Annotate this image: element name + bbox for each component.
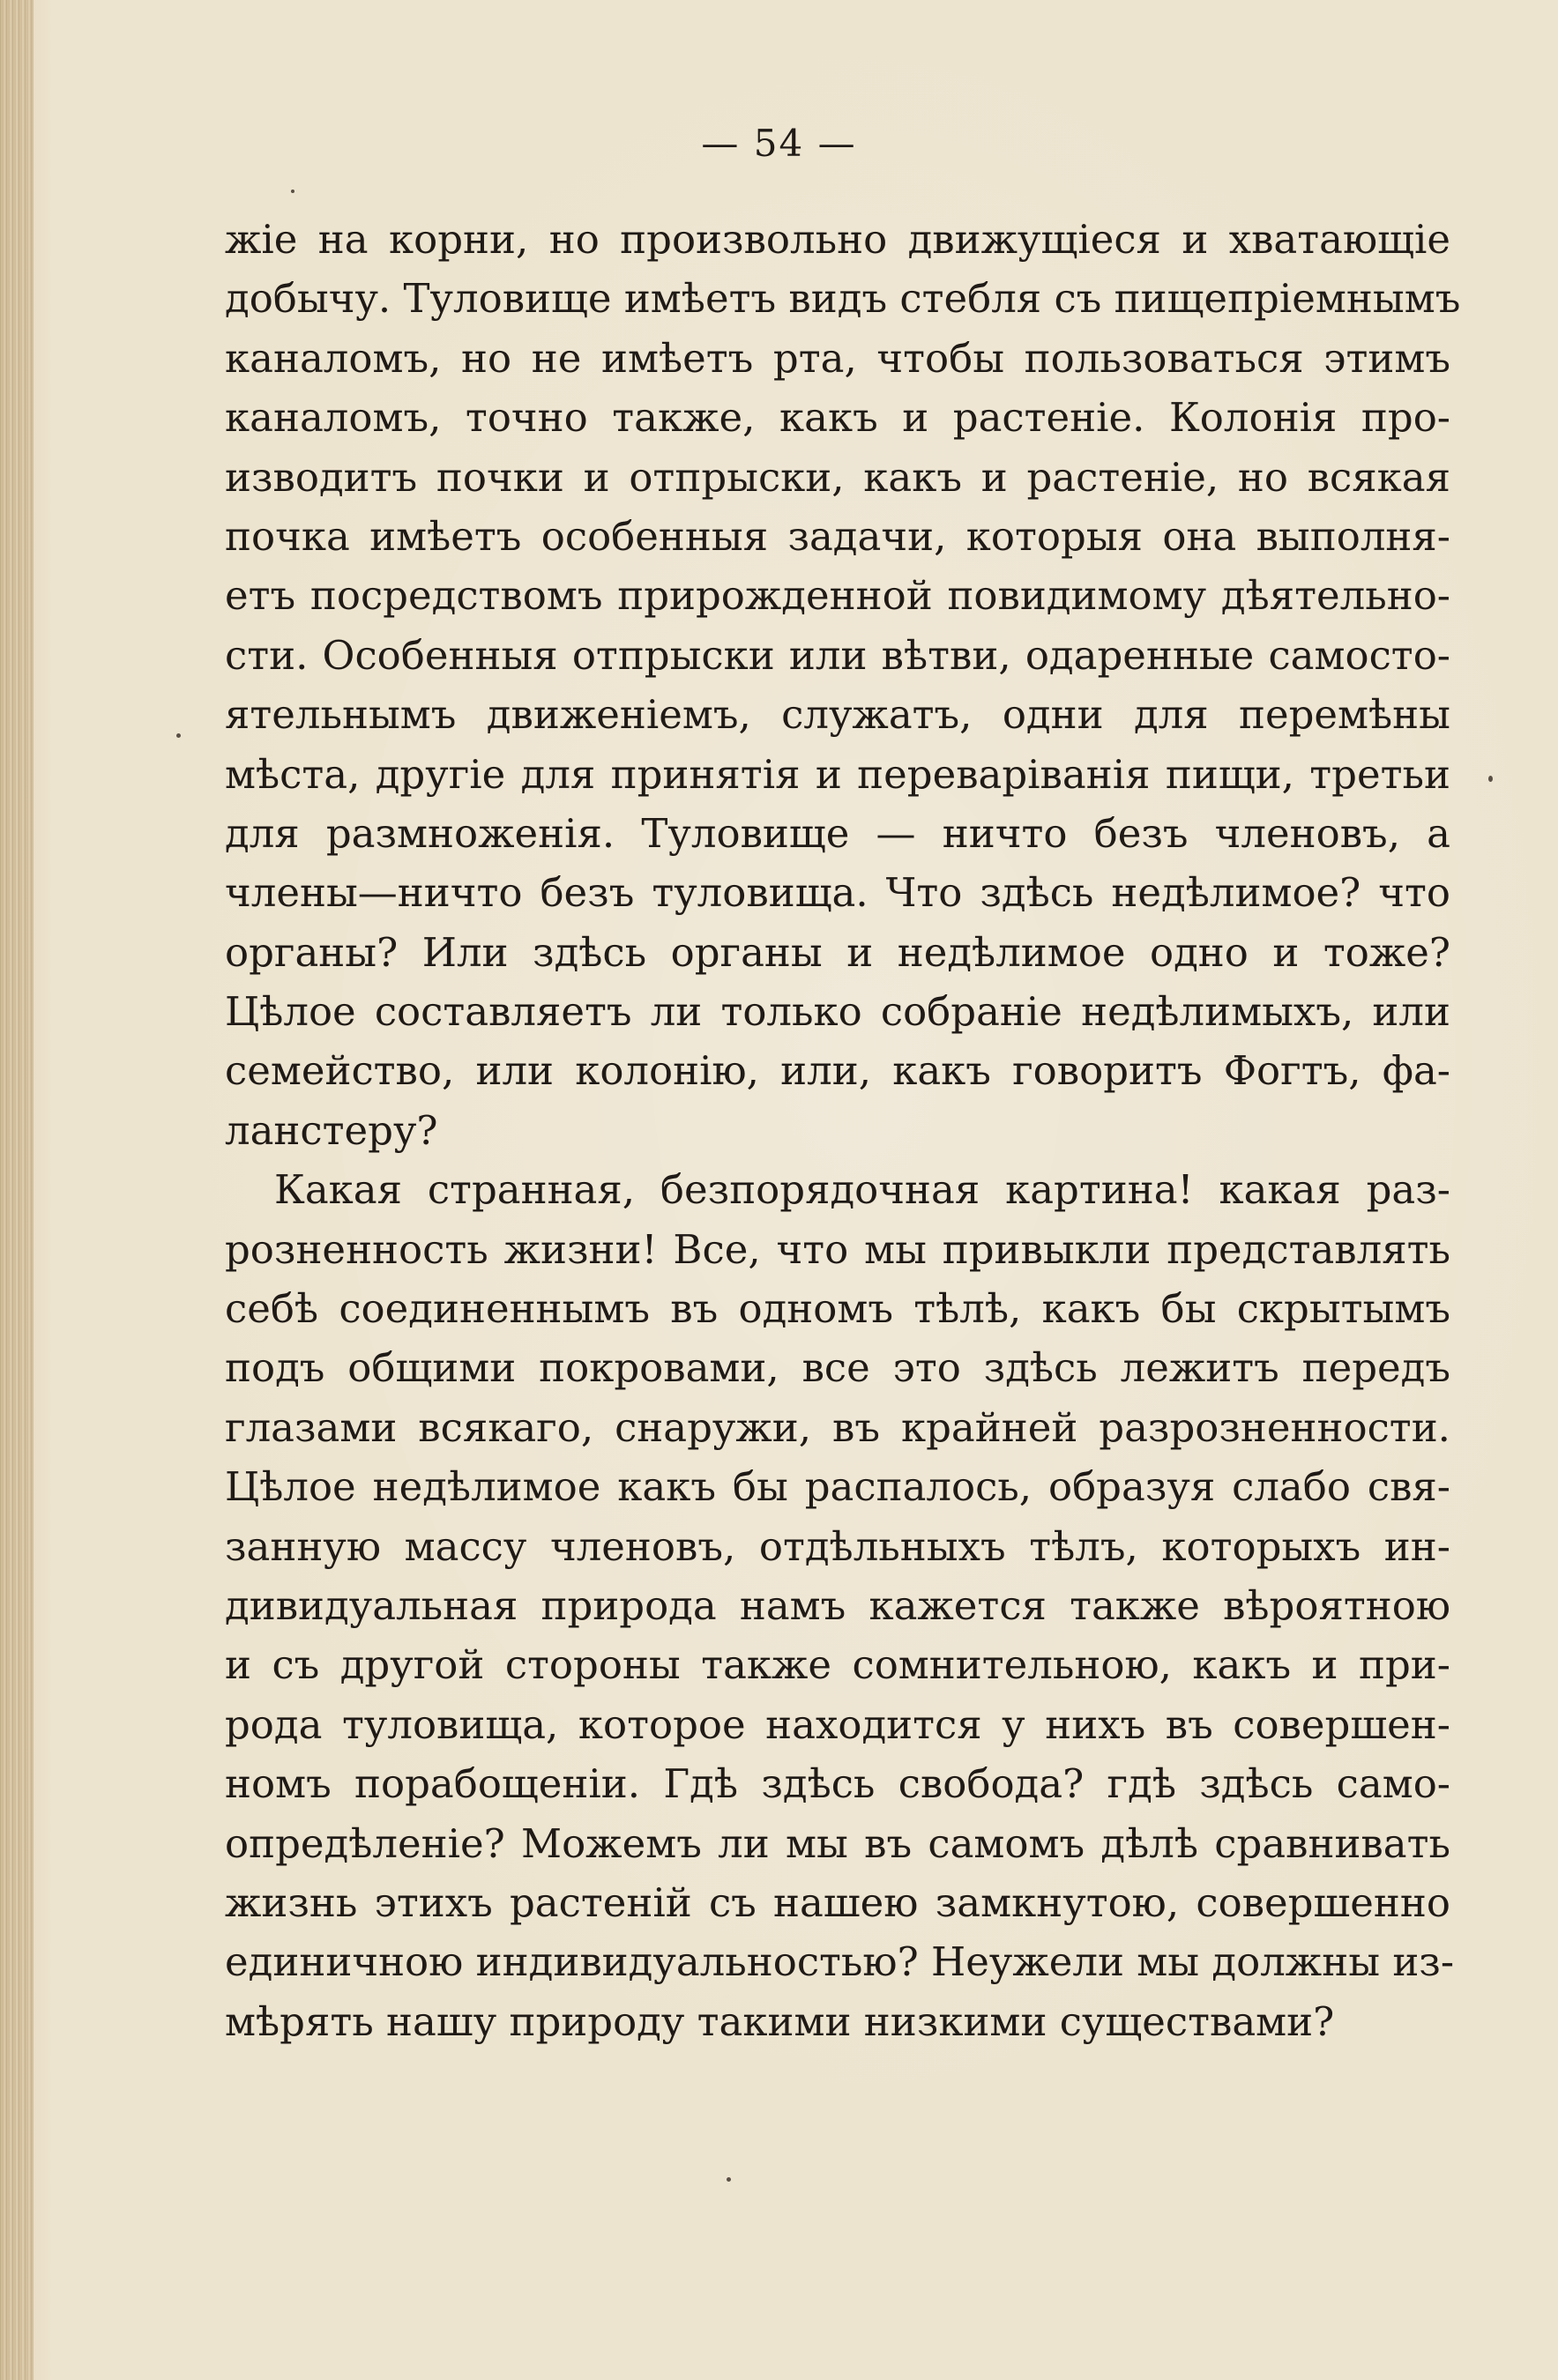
text-line: ланстеру? bbox=[225, 1106, 438, 1154]
text-line: подъ общими покровами, все это здѣсь лежитъ передъ bbox=[225, 1344, 1450, 1392]
text-line: жіе на корни, но произвольно движущіеся и хватающіе bbox=[225, 216, 1450, 263]
text-line: каналомъ, но не имѣетъ рта, чтобы пользоваться этимъ bbox=[225, 334, 1450, 382]
text-line: почка имѣетъ особенныя задачи, которыя она выполня- bbox=[225, 512, 1450, 560]
text-line: занную массу членовъ, отдѣльныхъ тѣлъ, которыхъ ин- bbox=[225, 1522, 1450, 1570]
ink-speck bbox=[291, 190, 294, 193]
text-line: Цѣлое составляетъ ли только собраніе недѣлимыхъ, или bbox=[225, 988, 1450, 1036]
text-line: мѣрять нашу природу такими низкими существами? bbox=[225, 1997, 1335, 2045]
text-line: дивидуальная природа намъ кажется также вѣроятною bbox=[225, 1581, 1450, 1629]
text-line: розненность жизни! Все, что мы привыкли представлять bbox=[225, 1225, 1450, 1273]
text-line: Какая странная, безпорядочная картина! какая раз- bbox=[274, 1166, 1450, 1214]
text-line: органы? Или здѣсь органы и недѣлимое одно и тоже? bbox=[225, 928, 1450, 976]
text-line: для размноженія. Туловище — ничто безъ членовъ, а bbox=[225, 809, 1450, 857]
text-line: номъ порабощеніи. Гдѣ здѣсь свобода? гдѣ здѣсь само- bbox=[225, 1760, 1450, 1808]
text-line: опредѣленіе? Можемъ ли мы въ самомъ дѣлѣ сравнивать bbox=[225, 1819, 1450, 1867]
text-line: мѣста, другіе для принятія и переваріванія пищи, третьи bbox=[225, 750, 1450, 798]
text-line: сти. Особенныя отпрыски или вѣтви, одаренные самосто- bbox=[225, 631, 1450, 679]
text-line: Цѣлое недѣлимое какъ бы распалось, образуя слабо свя- bbox=[225, 1463, 1450, 1511]
text-line: изводитъ почки и отпрыски, какъ и растеніе, но всякая bbox=[225, 453, 1450, 501]
text-line: жизнь этихъ растеній съ нашею замкнутою, совершенно bbox=[225, 1878, 1450, 1926]
text-line: члены—ничто безъ туловища. Что здѣсь недѣлимое? что bbox=[225, 869, 1450, 917]
text-line: единичною индивидуальностью? Неужели мы должны из- bbox=[225, 1938, 1455, 1986]
ink-speck bbox=[727, 2177, 731, 2182]
text-line: глазами всякаго, снаружи, въ крайней разрозненности. bbox=[225, 1403, 1450, 1451]
body-text bbox=[225, 210, 1461, 2051]
ink-speck bbox=[176, 733, 181, 738]
ink-speck bbox=[1488, 776, 1493, 782]
text-line: семейство, или колонію, или, какъ говоритъ Фогтъ, фа- bbox=[225, 1047, 1450, 1095]
text-line: етъ посредствомъ прирожденной повидимому дѣятельно- bbox=[225, 572, 1450, 620]
text-line: добычу. Туловище имѣетъ видъ стебля съ пищепріемнымъ bbox=[225, 275, 1461, 323]
text-line: и съ другой стороны также сомнительною, какъ и при- bbox=[225, 1641, 1450, 1689]
text-line: себѣ соединеннымъ въ одномъ тѣлѣ, какъ бы скрытымъ bbox=[225, 1285, 1450, 1333]
page-number: — 54 — bbox=[701, 122, 857, 165]
text-line: каналомъ, точно также, какъ и растеніе. Колонія про- bbox=[225, 394, 1450, 442]
text-line: ятельнымъ движеніемъ, служатъ, одни для перемѣны bbox=[225, 691, 1450, 739]
text-line: рода туловища, которое находится у нихъ въ совершен- bbox=[225, 1700, 1450, 1748]
page-spine-edge bbox=[0, 0, 34, 2380]
